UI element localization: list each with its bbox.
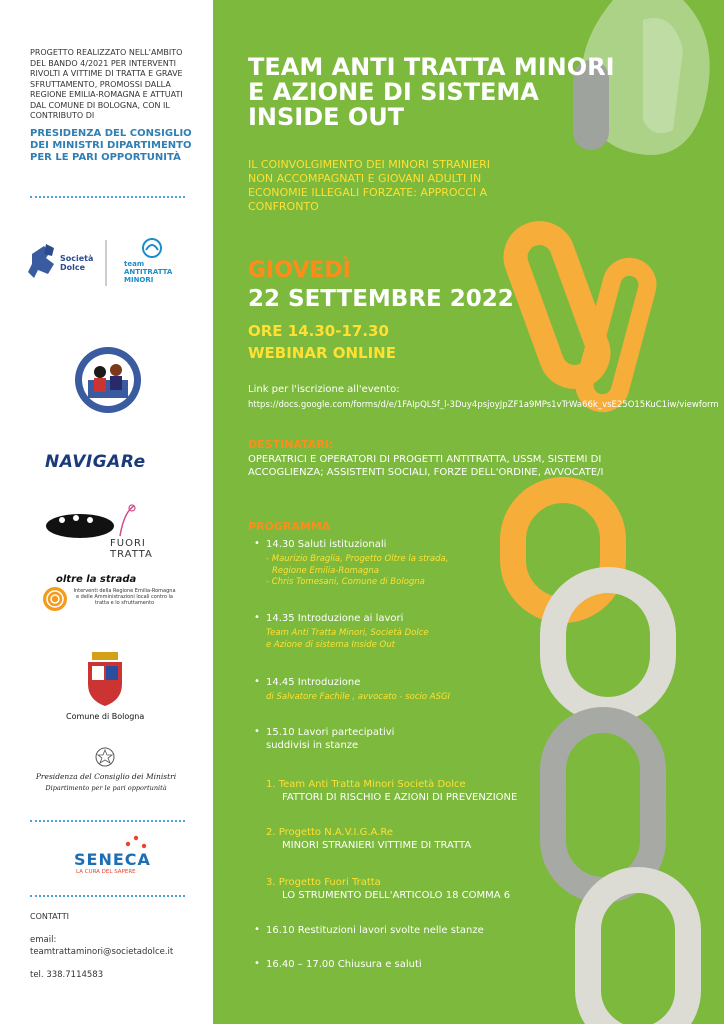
registration-link[interactable]: https://docs.google.com/forms/d/e/1FAIpQLSf_l-3Duy4psjoyJpZF1a9MPs1vTrWa66k_vsE25O15KuC1iw/viewform	[248, 400, 719, 410]
chain-decoration-icon	[213, 0, 724, 1024]
title-line-3: INSIDE OUT	[248, 103, 405, 131]
fuori-tratta-logo: FUORI TRATTA	[42, 500, 177, 556]
presidenza-logo: Presidenza del Consiglio dei Ministri Dipartimento per le pari opportunità	[26, 746, 186, 801]
title-line-1: TEAM ANTI TRATTA MINORI	[248, 53, 615, 81]
oltre-la-strada-logo: oltre la strada Interventi della Regione Emilia-Romagna e delle Amministrazioni locali contro la tratta e lo sfruttamento	[42, 574, 177, 624]
project-intro: PROGETTO REALIZZATO NELL'AMBITO DEL BANDO 4/2021 PER INTERVENTI RIVOLTI A VITTIME DI TRATTA E GRAVE SFRUTTAMENTO, PROMOSSI DALLA REGIONE EMILIA-ROMAGNA E ATTUATI DAL COMUNE DI BOLOGNA, CON IL CONTRIBUTO DI	[30, 48, 183, 120]
divider	[30, 895, 185, 897]
team-antitratta-logo: team ANTITRATTA MINORI	[124, 260, 173, 284]
presidenza-heading: PRESIDENZA DEL CONSIGLIO DEI MINISTRI DIPARTIMENTO PER LE PARI OPPORTUNITÀ	[30, 128, 192, 163]
workgroup-2: 2. Progetto N.A.V.I.G.A.Re MINORI STRANIERI VITTIME DI TRATTA	[266, 827, 472, 851]
event-date: 22 SETTEMBRE 2022	[248, 286, 514, 312]
figures-icon	[42, 500, 177, 540]
event-subtitle: IL COINVOLGIMENTO DEI MINORI STRANIERI NON ACCOMPAGNATI E GIOVANI ADULTI IN ECONOMIE ILLEGALI FORZATE: APPROCCI A CONFRONTO	[248, 158, 491, 213]
registration-label: Link per l'iscrizione all'evento:	[248, 384, 400, 395]
contacts-label: CONTATTI	[30, 912, 69, 921]
event-time	[248, 320, 396, 364]
title-line-2: E AZIONE DI SISTEMA	[248, 78, 539, 106]
email-label: email:	[30, 935, 57, 945]
comune-bologna-logo: Comune di Bologna	[62, 650, 162, 730]
destinatari-title: DESTINATARI:	[248, 438, 334, 451]
workgroup-1: 1. Team Anti Tratta Minori Società Dolce FATTORI DI RISCHIO E AZIONI DI PREVENZIONE	[266, 779, 518, 803]
divider	[30, 196, 185, 198]
emblem-icon	[94, 746, 116, 768]
societa-dolce-logo: Società Dolce	[60, 254, 94, 272]
spiral-icon	[42, 586, 68, 612]
event-day: GIOVEDÌ	[248, 258, 351, 283]
badge-logo	[72, 344, 148, 420]
main-panel: TEAM ANTI TRATTA MINORI E AZIONE DI SISTEMA INSIDE OUT IL COINVOLGIMENTO DEI MINORI STRANIERI NON ACCOMPAGNATI E GIOVANI ADULTI IN ECONOMIE ILLEGALI FORZATE: APPROCCI A CONFRONTO GIOVEDÌ 22 SETTEMBRE 2022 ORE 14.30-17.30 WEBINAR ONLINE Link per l'iscrizione all'evento: https://docs.google.com/forms/d/e/1FAIpQLSf_l-3Duy4psjoyJpZF1a9MPs1vTrWa66k_vsE25O15KuC1iw/viewform DESTINATARI: OPERATRICI E OPERATORI DI PROGETTI ANTITRATTA, USSM, SISTEMI DI ACCOGLIENZA; ASSISTENTI SOCIALI, FORZE DELL'ORDINE, AVVOCATE/I PROGRAMMA • 14.30 Saluti istituzionali - Maurizio Braglia, Progetto Oltre la strada, Regione Emilia-Romagna - Chris Tomesani, Comune di Bologna • 14.35 Introduzione ai lavori Team Anti Tratta Minori, Società Dolce e Azione di sistema Inside Out • 14.45 Introduzione di Salvatore Fachile , avvocato - socio ASGI • 15.10 Lavori partecipativi suddivisi in stanze 1. Team Anti Tratta Minori Società Dolce FATTORI DI RISCHIO E AZIONI DI PREVENZIONE 2. Progetto N.A.V.I.G.A.Re MINORI STRANIERI VITTIME DI TRATTA 3. Progetto Fuori Tratta LO STRUMENTO DELL'ARTICOLO 18 COMMA 6 • 16.10 Restituzioni lavori svolte nelle stanze • 16.40 – 17.00 Chiusura e saluti	[213, 0, 724, 1024]
event-hours: ORE 14.30-17.30	[248, 322, 389, 340]
workgroup-3: 3. Progetto Fuori Tratta LO STRUMENTO DELL'ARTICOLO 18 COMMA 6	[266, 877, 511, 901]
event-mode: WEBINAR ONLINE	[248, 344, 396, 362]
divider	[30, 820, 185, 822]
coat-of-arms-icon	[82, 650, 128, 708]
partner-logos-top	[28, 236, 188, 291]
navigare-logo: NAVIGARe	[45, 452, 146, 472]
email-link[interactable]: teamtrattaminori@societadolce.it	[30, 947, 174, 957]
destinatari-text: OPERATRICI E OPERATORI DI PROGETTI ANTITRATTA, USSM, SISTEMI DI ACCOGLIENZA; ASSISTENTI SOCIALI, FORZE DELL'ORDINE, AVVOCATE/I	[248, 454, 604, 478]
programma-title: PROGRAMMA	[248, 520, 331, 533]
sidebar	[0, 0, 213, 1024]
phone-number: tel. 338.7114583	[30, 970, 104, 980]
seneca-logo: SENECA LA CURA DEL SAPERE	[74, 834, 174, 882]
circle-badge-icon	[72, 344, 148, 420]
event-title	[248, 55, 678, 130]
